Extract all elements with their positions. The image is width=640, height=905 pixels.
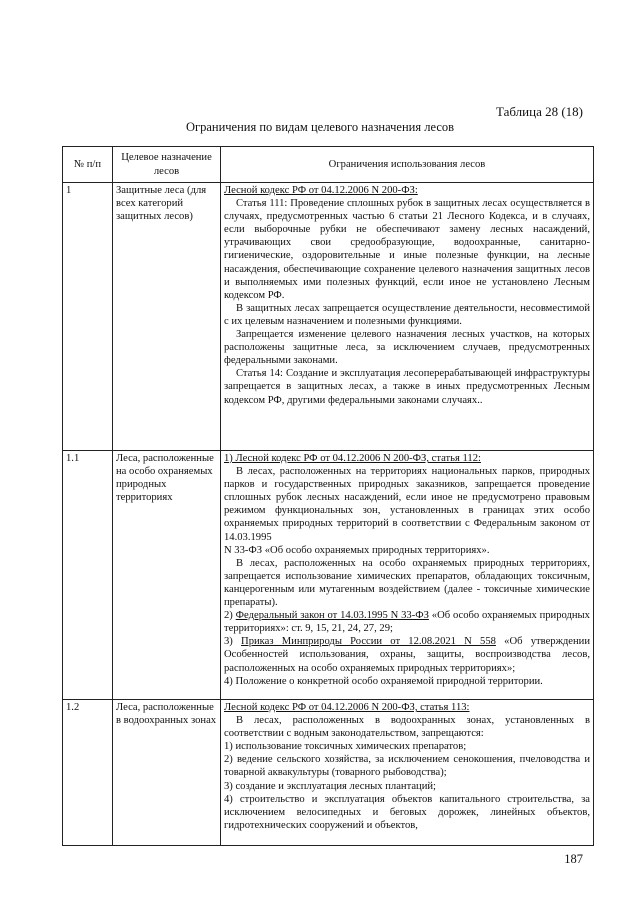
row-purpose: Защитные леса (для всех категорий защитных лесов) bbox=[113, 183, 221, 451]
row-restrictions bbox=[221, 183, 594, 451]
table-number: Таблица 28 (18) bbox=[495, 104, 583, 119]
table-row bbox=[63, 183, 594, 451]
paragraph: В лесах, расположенных на территориях национальных парков, природных парков и государственных природных заказников, запрещается проведение сплошных рубок лесных насаждений, если иное не предусмотрено правовым режимом функциональных зон, установленных в границах этих особо охраняемых природных территорий в соответствии с Федеральным законом от 14.03.1995 bbox=[224, 466, 590, 543]
list-item: 3) создание и эксплуатация лесных плантаций; bbox=[224, 780, 436, 792]
reference-text: «Об особо охраняемых природных территориях»: ст. 9, 15, 21, 24, 27, 29; bbox=[224, 610, 590, 635]
list-item: 1) использование токсичных химических препаратов; bbox=[224, 741, 467, 753]
paragraph: В лесах, расположенных на особо охраняемых природных территориях, запрещается использование химических препаратов, обладающих токсичным, канцерогенным или мутагенным воздействием (далее - токсичные химические препараты). bbox=[224, 557, 590, 609]
row-number: 1.2 bbox=[63, 700, 113, 846]
paragraph: Запрещается изменение целевого назначения лесных участков, на которых расположены защитные леса, за исключением случаев, предусмотренных федеральными законами. bbox=[224, 329, 590, 367]
reference-item: 2) Федеральный закон от 14.03.1995 N 33-ФЗ «Об особо охраняемых природных территориях»: ст. 9, 15, 21, 24, 27, 29; bbox=[224, 610, 590, 635]
row-purpose: Леса, расположенные в водоохранных зонах bbox=[113, 700, 221, 846]
reference-item: 3) Приказ Минприроды России от 12.08.2021 N 558 «Об утверждении Особенностей использования, охраны, защиты, воспроизводства лесов, расположенных на особо охраняемых природных территориях»; bbox=[224, 636, 590, 674]
column-header-purpose: Целевое назначение лесов bbox=[113, 147, 221, 183]
row-number: 1 bbox=[63, 183, 113, 451]
paragraph: Статья 111: Проведение сплошных рубок в защитных лесах осуществляется в случаях, предусмотренных частью 6 статьи 21 Лесного Кодекса, и в случаях, если выборочные рубки не обеспечивают замену лесных насаждений, утрачивающих свои средообразующие, водоохранные, санитарно-гигиенические, оздоровительные и иные полезные функции, на лесные насаждения, обеспечивающие сохранение целевого назначения защитных лесов и выполняемых ими полезных функций, если иное не установлено Лесным кодексом РФ. bbox=[224, 198, 590, 301]
law-reference: Лесной кодекс РФ от 04.12.2006 N 200-ФЗ: bbox=[224, 185, 418, 196]
table-row bbox=[63, 700, 594, 846]
row-restrictions bbox=[221, 451, 594, 700]
reference-text: «Об утверждении Особенностей использования, охраны, защиты, воспроизводства лесов, расположенных на особо охраняемых природных территориях»; bbox=[224, 636, 590, 674]
table-header-row bbox=[63, 147, 594, 183]
paragraph: В защитных лесах запрещается осуществление деятельности, несовместимой с их целевым назначением и полезными функциями. bbox=[224, 302, 590, 327]
order-link: Приказ Минприроды России от 12.08.2021 N 558 bbox=[241, 636, 496, 648]
reference-item: 4) Положение о конкретной особо охраняемой природной территории. bbox=[224, 675, 543, 687]
row-purpose: Леса, расположенные на особо охраняемых природных территориях bbox=[113, 451, 221, 700]
law-reference: Лесной кодекс РФ от 04.12.2006 N 200-ФЗ, статья 113: bbox=[224, 702, 470, 713]
row-restrictions bbox=[221, 700, 594, 846]
table-row bbox=[63, 451, 594, 700]
column-header-restrictions: Ограничения использования лесов bbox=[221, 147, 594, 183]
paragraph: N 33-ФЗ «Об особо охраняемых природных территориях». bbox=[224, 544, 490, 556]
restrictions-table bbox=[62, 146, 594, 846]
row-number: 1.1 bbox=[63, 451, 113, 700]
law-reference: 1) Лесной кодекс РФ от 04.12.2006 N 200-ФЗ, статья 112: bbox=[224, 453, 481, 464]
paragraph: Статья 14: Создание и эксплуатация лесоперерабатывающей инфраструктуры запрещается в защитных лесах, а также в иных предусмотренных Лесным кодексом РФ, другими федеральными законами случаях.. bbox=[224, 368, 590, 406]
column-header-number: № п/п bbox=[63, 147, 113, 183]
list-item: 4) строительство и эксплуатация объектов капитального строительства, за исключением велосипедных и беговых дорожек, линейных объектов, гидротехнических сооружений и объектов, bbox=[224, 793, 590, 831]
table-caption: Ограничения по видам целевого назначения лесов bbox=[185, 120, 455, 134]
paragraph: В лесах, расположенных в водоохранных зонах, установленных в соответствии с водным законодательством, запрещаются: bbox=[224, 715, 590, 740]
list-item: 2) ведение сельского хозяйства, за исключением сенокошения, пчеловодства и товарной аквакультуры (товарного рыбоводства); bbox=[224, 754, 590, 779]
law-link: Федеральный закон от 14.03.1995 N 33-ФЗ bbox=[235, 610, 429, 622]
page-number: 187 bbox=[564, 852, 583, 866]
